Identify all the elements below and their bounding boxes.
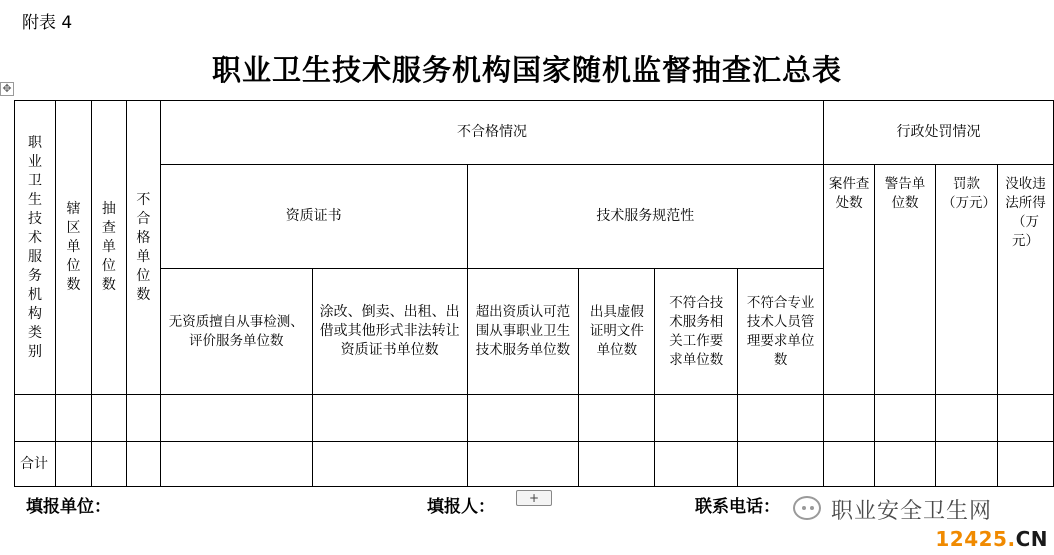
header-confiscation: 没收违法所得（万元） xyxy=(997,165,1053,395)
header-work-nonconformity: 不符合技术服务相关工作要求单位数 xyxy=(655,269,738,395)
header-false-documents: 出具虚假证明文件单位数 xyxy=(579,269,655,395)
data-cell[interactable] xyxy=(655,442,738,487)
data-cell[interactable] xyxy=(738,395,824,442)
header-org-type: 职业卫生技术服务机构类别 xyxy=(15,101,56,395)
data-cell[interactable] xyxy=(126,442,160,487)
site-number: 12425. xyxy=(935,527,1016,551)
data-cell[interactable] xyxy=(997,395,1053,442)
header-beyond-scope: 超出资质认可范围从事职业卫生技术服务单位数 xyxy=(467,269,579,395)
header-group-unqualified: 不合格情况 xyxy=(160,101,823,165)
summary-table xyxy=(14,100,1054,487)
data-cell[interactable] xyxy=(55,395,91,442)
header-service-norms: 技术服务规范性 xyxy=(467,165,824,269)
data-cell[interactable] xyxy=(467,442,579,487)
data-cell[interactable] xyxy=(15,395,56,442)
data-cell[interactable] xyxy=(579,395,655,442)
data-cell[interactable] xyxy=(91,395,126,442)
data-cell[interactable] xyxy=(55,442,91,487)
watermark-text: 职业安全卫生网 xyxy=(831,499,993,524)
header-qualification-certificate: 资质证书 xyxy=(160,165,467,269)
header-no-qualification: 无资质擅自从事检测、评价服务单位数 xyxy=(160,269,312,395)
data-cell[interactable] xyxy=(160,395,312,442)
data-cell[interactable] xyxy=(997,442,1053,487)
data-cell[interactable] xyxy=(655,395,738,442)
header-inspected-units: 抽查单位数 xyxy=(91,101,126,395)
data-cell[interactable] xyxy=(875,442,936,487)
data-cell[interactable] xyxy=(875,395,936,442)
data-cell[interactable] xyxy=(312,395,467,442)
header-group-admin-penalty: 行政处罚情况 xyxy=(824,101,1054,165)
header-staff-nonconformity: 不符合专业技术人员管理要求单位数 xyxy=(738,269,824,395)
filler-label: 填报人： xyxy=(427,497,495,517)
data-cell[interactable] xyxy=(824,442,875,487)
data-cell[interactable] xyxy=(160,442,312,487)
site-suffix: CN xyxy=(1015,527,1048,551)
filling-unit-label: 填报单位： xyxy=(26,497,111,517)
wechat-icon xyxy=(793,496,821,520)
data-cell[interactable] xyxy=(824,395,875,442)
data-cell[interactable] xyxy=(91,442,126,487)
total-row-label: 合计 xyxy=(15,442,56,487)
table-row xyxy=(15,395,1054,442)
total-row xyxy=(15,442,1054,487)
document-title: 职业卫生技术服务机构国家随机监督抽查汇总表 xyxy=(211,53,842,87)
add-row-button[interactable]: + xyxy=(516,490,552,506)
data-cell[interactable] xyxy=(738,442,824,487)
phone-label: 联系电话： xyxy=(695,497,780,517)
data-cell[interactable] xyxy=(467,395,579,442)
site-mark xyxy=(935,527,1048,551)
data-cell[interactable] xyxy=(579,442,655,487)
data-cell[interactable] xyxy=(935,395,997,442)
data-cell[interactable] xyxy=(935,442,997,487)
header-cases: 案件查处数 xyxy=(824,165,875,395)
header-jurisdiction-units: 辖区单位数 xyxy=(55,101,91,395)
header-altered-certificate: 涂改、倒卖、出租、出借或其他形式非法转让资质证书单位数 xyxy=(312,269,467,395)
data-cell[interactable] xyxy=(126,395,160,442)
header-fines: 罚款（万元） xyxy=(935,165,997,395)
header-unqualified-units: 不合格单位数 xyxy=(126,101,160,395)
data-cell[interactable] xyxy=(312,442,467,487)
appendix-label: 附表 4 xyxy=(22,13,73,33)
header-warnings: 警告单位数 xyxy=(875,165,936,395)
table-move-handle-icon[interactable]: ✥ xyxy=(0,82,14,96)
